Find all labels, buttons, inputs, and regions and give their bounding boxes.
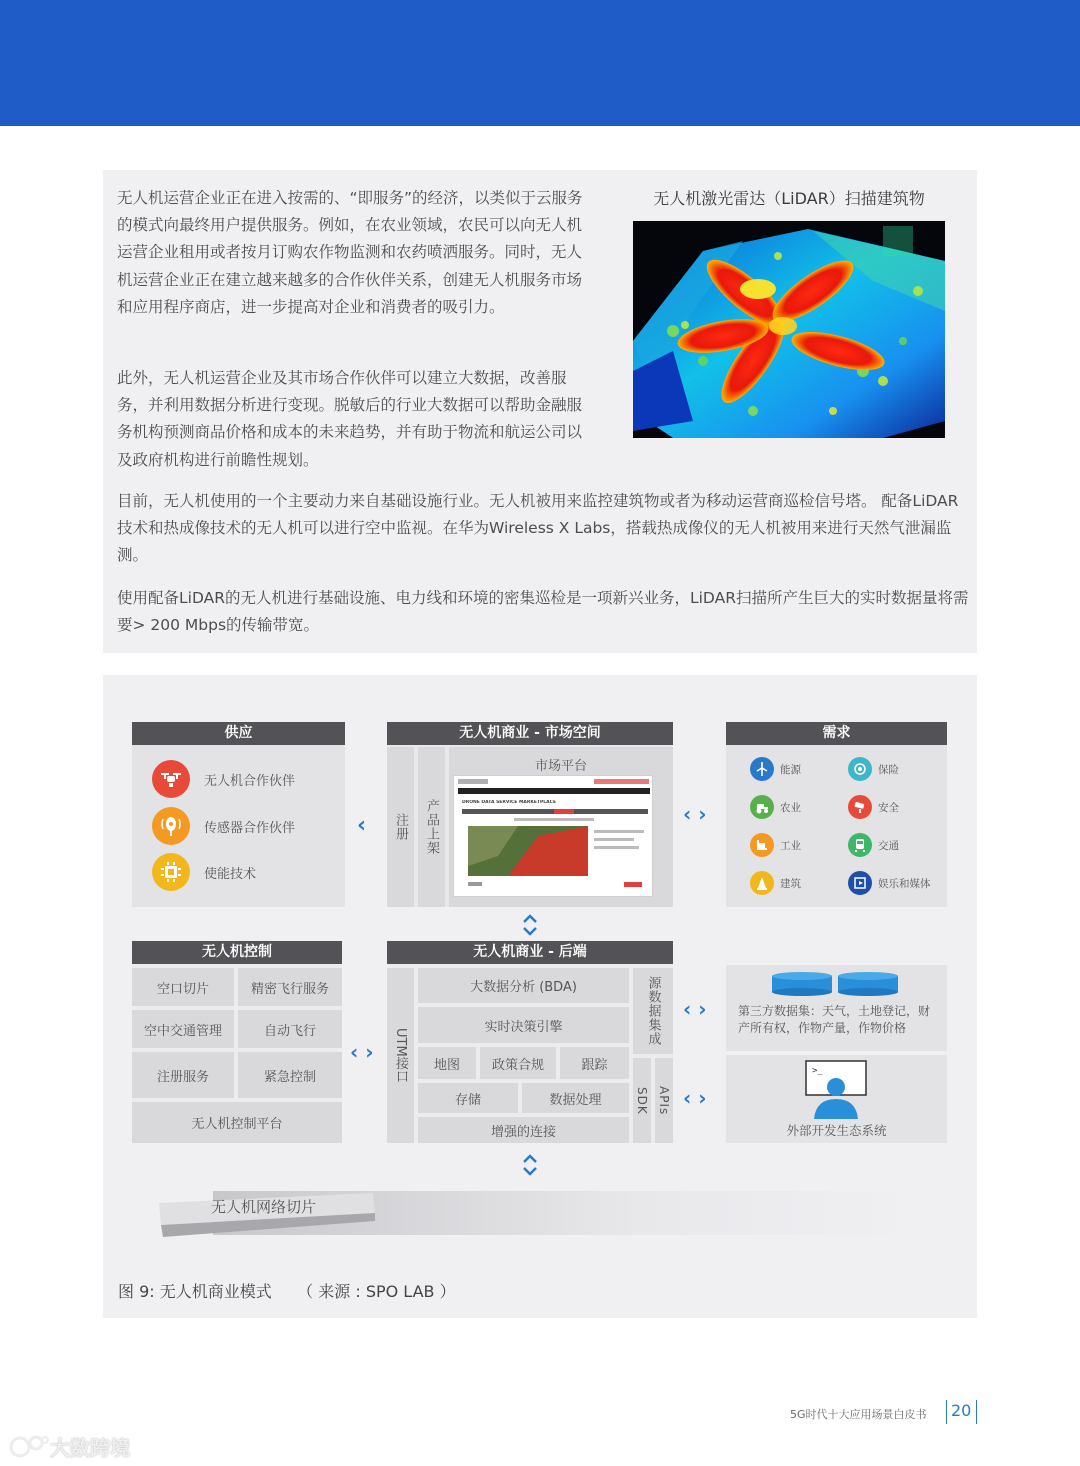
supply-label-enabling-tech: 使能技术	[204, 866, 257, 882]
cell-auto-flight: 自动飞行	[238, 1010, 342, 1048]
wind-turbine-icon	[750, 757, 774, 781]
marketplace-title: 无人机商业 - 市场空间	[387, 722, 673, 745]
demand-item-energy	[750, 756, 801, 782]
tractor-icon	[750, 795, 774, 819]
double-chevron-horizontal-icon-4: ‹ ›	[683, 1086, 707, 1110]
supply-label-sensor-partners: 传感器合作伙伴	[204, 820, 296, 836]
double-chevron-horizontal-icon-2: ‹ ›	[350, 1040, 374, 1064]
cell-bda: 大数据分析 (BDA)	[418, 968, 629, 1003]
marketplace-screenshot	[453, 775, 653, 897]
data-integration-label: 源数据集成	[645, 976, 661, 1046]
demand-label-media: 娱乐和媒体	[878, 877, 931, 890]
utm-interface-label: UTM接口	[393, 1028, 408, 1083]
chip-icon	[152, 853, 190, 891]
supply-block	[132, 722, 345, 907]
cell-air-traffic: 空中交通管理	[132, 1010, 234, 1048]
footer-divider-right	[976, 1400, 977, 1424]
demand-label-construction: 建筑	[780, 877, 801, 890]
watermark-logo-icon	[8, 1434, 50, 1460]
market-platform-label: 市场平台	[534, 759, 587, 774]
dev-ecosystem-label: 外部开发生态系统	[786, 1123, 887, 1138]
insurance-icon	[848, 757, 872, 781]
top-banner	[0, 0, 1080, 126]
lidar-image-caption: 无人机激光雷达（LiDAR）扫描建筑物	[653, 189, 925, 208]
third-party-data-text: 第三方数据集：天气，土地登记，财产所有权，作物产量，作物价格	[738, 1004, 931, 1035]
data-integration-column	[633, 968, 673, 1054]
page-number: 20	[951, 1401, 972, 1420]
footer-divider-left	[946, 1400, 947, 1424]
supply-item-drone-partners	[152, 759, 295, 799]
demand-label-industry: 工业	[780, 839, 801, 852]
cell-storage: 存储	[418, 1083, 518, 1113]
demand-item-insurance	[848, 756, 899, 782]
developer-icon	[804, 1059, 868, 1119]
cell-realtime-engine: 实时决策引擎	[418, 1007, 629, 1043]
database-icon	[772, 971, 902, 997]
supply-title: 供应	[132, 722, 345, 745]
supply-item-sensor-partners	[152, 806, 295, 846]
forklift-icon	[750, 833, 774, 857]
cell-connectivity: 增强的连接	[418, 1117, 629, 1143]
drone-control-block	[132, 941, 342, 1143]
demand-item-industry	[750, 832, 801, 858]
supply-label-drone-partners: 无人机合作伙伴	[204, 773, 296, 789]
demand-title: 需求	[726, 722, 947, 745]
demand-item-construction	[750, 870, 801, 896]
demand-label-insurance: 保险	[878, 763, 899, 776]
svg-text:>_: >_	[812, 1066, 823, 1076]
double-chevron-vertical-icon-2	[521, 1153, 539, 1177]
demand-block	[726, 722, 947, 907]
dev-ecosystem-block	[726, 1055, 947, 1143]
cell-precise-flight: 精密飞行服务	[238, 968, 342, 1006]
market-platform-area	[449, 747, 673, 907]
apis-label: APIs	[657, 1085, 671, 1116]
paragraph-1: 无人机运营企业正在进入按需的、“即服务”的经济，以类似于云服务的模式向最终用户提供服务。例如，在农业领域，农民可以向无人机运营企业租用或者按月订购农作物监测和农药喷洒服务。同时，无人机运营企业正在建立越来越多的合作伙伴关系，创建无人机服务市场和应用程序商店，进一步提高对企业和消费者的吸引力。	[117, 189, 583, 316]
utm-interface-column	[387, 968, 414, 1143]
sensor-icon	[152, 807, 190, 845]
cell-air-slice: 空口切片	[132, 968, 234, 1006]
double-chevron-horizontal-icon: ‹ ›	[683, 802, 707, 826]
backend-title: 无人机商业 - 后端	[387, 941, 673, 964]
third-party-data-block	[726, 965, 947, 1051]
chevron-left-icon: ‹	[357, 813, 367, 838]
double-chevron-vertical-icon	[521, 913, 539, 937]
registration-label: 注册	[393, 813, 408, 841]
film-icon	[848, 871, 872, 895]
business-model-diagram	[103, 675, 977, 1318]
paragraph-4: 使用配备LiDAR的无人机进行基础设施、电力线和环境的密集巡检是一项新兴业务，LiDAR扫描所产生巨大的实时数据量将需要> 200 Mbps的传输带宽。	[117, 589, 969, 635]
apis-column	[655, 1058, 673, 1143]
text-panel	[103, 170, 977, 653]
drone-icon	[152, 760, 190, 798]
cell-policy: 政策合规	[480, 1047, 556, 1079]
demand-label-transport: 交通	[878, 839, 899, 852]
backend-block	[387, 941, 673, 1143]
footer-title: 5G时代十大应用场景白皮书	[790, 1408, 927, 1421]
product-listing-label: 产品上架	[424, 799, 439, 855]
demand-item-transport	[848, 832, 899, 858]
cell-control-platform: 无人机控制平台	[132, 1102, 342, 1143]
paragraph-2: 此外，无人机运营企业及其市场合作伙伴可以建立大数据，改善服务，并利用数据分析进行变现。脱敏后的行业大数据可以帮助金融服务机构预测商品价格和成本的未来趋势，并有助于物流和航运公司以及政府机构进行前瞻性规划。	[117, 369, 583, 469]
product-listing-column	[418, 747, 445, 907]
train-icon	[848, 833, 872, 857]
watermark	[8, 1432, 130, 1461]
cell-registration-service: 注册服务	[132, 1052, 234, 1098]
sdk-label: SDK	[635, 1086, 649, 1115]
field-map-thumbnail	[468, 826, 588, 876]
network-slice-label: 无人机网络切片	[211, 1198, 317, 1216]
demand-label-agriculture: 农业	[780, 801, 801, 814]
supply-item-enabling-tech	[152, 852, 256, 892]
paragraph-3: 目前，无人机使用的一个主要动力来自基础设施行业。无人机被用来监控建筑物或者为移动运营商巡检信号塔。 配备LiDAR技术和热成像技术的无人机可以进行空中监视。在华为Wireless X Labs，搭载热成像仪的无人机被用来进行天然气泄漏监测。	[117, 492, 959, 565]
figure-caption: 图 9: 无人机商业模式 （ 来源 : SPO LAB ）	[118, 1282, 456, 1301]
cell-emergency-control: 紧急控制	[238, 1052, 342, 1098]
cell-tracking: 跟踪	[560, 1047, 629, 1079]
marketplace-screen-heading: DRONE DATA SERVICE MARKETPLACE	[462, 800, 557, 805]
demand-item-security	[848, 794, 899, 820]
cell-map: 地图	[418, 1047, 476, 1079]
lidar-scan-image	[633, 221, 945, 438]
drone-control-title: 无人机控制	[132, 941, 342, 964]
cell-data-processing: 数据处理	[522, 1083, 629, 1113]
watermark-text: 大数跨境	[50, 1436, 130, 1460]
demand-label-security: 安全	[878, 801, 899, 814]
demand-item-media	[848, 870, 931, 896]
registration-column	[387, 747, 414, 907]
double-chevron-horizontal-icon-3: ‹ ›	[683, 997, 707, 1021]
demand-item-agriculture	[750, 794, 801, 820]
marketplace-block	[387, 722, 673, 907]
traffic-cone-icon	[750, 871, 774, 895]
security-camera-icon	[848, 795, 872, 819]
sdk-column	[633, 1058, 651, 1143]
demand-label-energy: 能源	[780, 763, 801, 776]
